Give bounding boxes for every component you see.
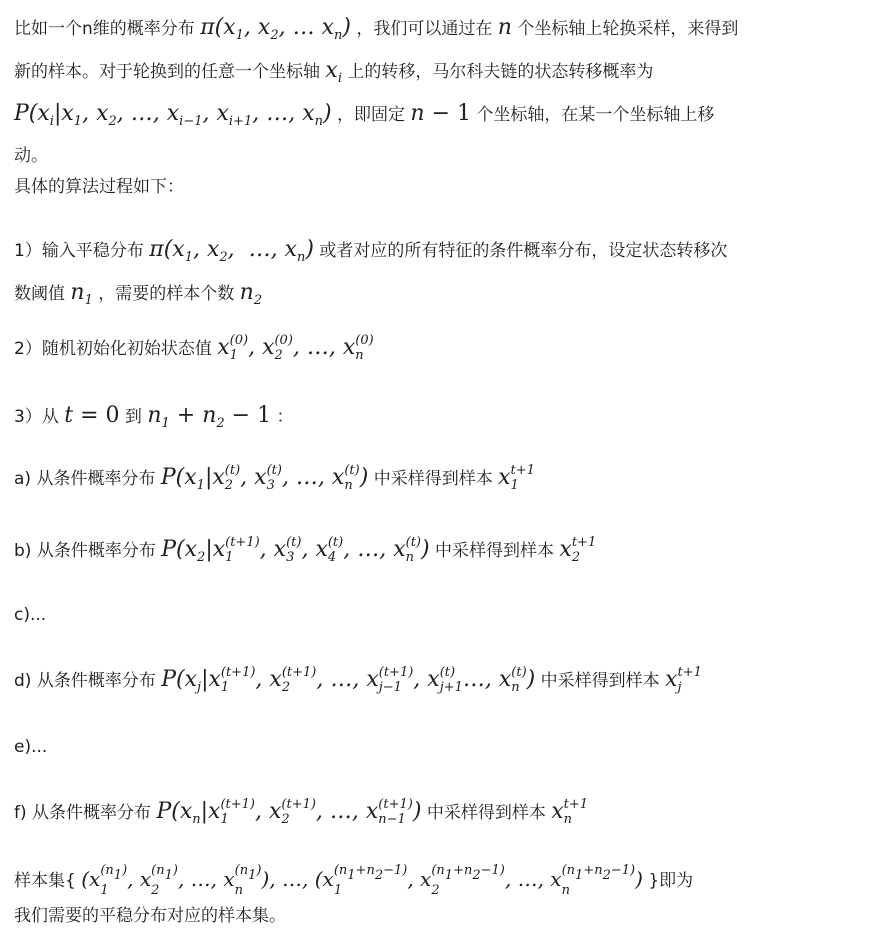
math-xi: $x_i$ <box>325 58 342 86</box>
math-sample-xn: x t+1 n <box>551 797 589 827</box>
step-d: d) 从条件概率分布 $P(x_j|x$ (t+1) 1 , x (t+1) 2 , …, x (t+1) j−1 , x (t) j+1 …, x (t) n ) 中采样得到样本 x t+1 j <box>14 665 702 695</box>
step-c: c)... <box>14 605 47 625</box>
step-3: 3）从 t = 0 到 $n_1 + n_2 - 1$ ： <box>14 403 294 431</box>
step-2: 2）随机初始化初始状态值 x (0) 1 , x (0) 2 , …, x (0) n <box>14 333 374 363</box>
math-sample-xj: x t+1 j <box>665 665 702 695</box>
sample-set-paragraph: 样本集{ (x $(n_1)$ 1 , x $(n_1)$ 2 , …, x $(n_1)$ n ), …, (x $(n_1+n_2-1)$ 1 , x $(n_1+n_2-1)$ 2 , …, x $(n_1+n_2-1)$ n ) }即为 我们需要的平稳分布对应的样本集。 <box>14 863 694 926</box>
math-pi-distribution: $\pi(x_1$, $x_2$, … $x_n$) <box>200 15 351 43</box>
math-sample-set: (x $(n_1)$ 1 , x $(n_1)$ 2 , …, x $(n_1)$ n ), …, (x $(n_1+n_2-1)$ 1 , x $(n_1+n_2-1)$ 2 , …, x $(n_1+n_2-1)$ n ) <box>81 863 643 898</box>
algorithm-heading: 具体的算法过程如下： <box>14 177 184 197</box>
math-n: n <box>497 15 512 40</box>
math-sample-x2: x t+1 2 <box>559 535 597 565</box>
math-sample-x1: x t+1 1 <box>498 463 535 493</box>
step-b: b) 从条件概率分布 $P(x_2|x$ (t+1) 1 , x (t) 3 , x (t) 4 , …, x (t) n ) 中采样得到样本 x t+1 2 <box>14 535 597 565</box>
math-p-xj: $P(x_j|x$ (t+1) 1 , x (t+1) 2 , …, x (t+1) j−1 , x (t) j+1 …, x (t) n ) <box>161 665 536 695</box>
step-f: f) 从条件概率分布 $P(x_n|x$ (t+1) 1 , x (t+1) 2 , …, x (t+1) n−1 ) 中采样得到样本 x t+1 n <box>14 797 589 827</box>
step-a: a) 从条件概率分布 $P(x_1|x$ (t) 2 , x (t) 3 , …, x (t) n ) 中采样得到样本 x t+1 1 <box>14 463 535 493</box>
math-n2: $n_2$ <box>239 280 263 308</box>
math-p-xn: $P(x_n|x$ (t+1) 1 , x (t+1) 2 , …, x (t+1) n−1 ) <box>156 797 422 827</box>
math-p-x1: $P(x_1|x$ (t) 2 , x (t) 3 , …, x (t) n ) <box>160 463 369 493</box>
intro-paragraph: 比如一个n维的概率分布 $\pi(x_1$, $x_2$, … $x_n$) ，我们可以通过在 n 个坐标轴上轮换采样，来得到 新的样本。对于轮换到的任意一个坐标轴 $x_i$ 上的转移，马尔科夫链的状态转移概率为 $P(x_i|x_1$, $x_2$, …, $x_{i-1}$, $x_{i+1}$, …, $x_n$) ，即固定 n − 1 个坐标轴，在某一个坐标轴上移 动。 <box>14 15 739 166</box>
step-e: e)... <box>14 737 48 757</box>
step-1: 1）输入平稳分布 $\pi(x_1$, $x_2$, …, $x_n$) 或者对应的所有特征的条件概率分布，设定状态转移次 数阈值 $n_1$ ，需要的样本个数 $n_2$ <box>14 237 728 308</box>
math-n1: $n_1$ <box>70 280 93 308</box>
math-pi-stationary: $\pi(x_1$, $x_2$, …, $x_n$) <box>149 237 314 265</box>
math-t-equals-0: t = 0 <box>64 403 120 428</box>
math-n1-plus-n2-minus-1: $n_1 + n_2 - 1$ <box>147 403 272 431</box>
math-p-x2: $P(x_2|x$ (t+1) 1 , x (t) 3 , x (t) 4 , …, x (t) n ) <box>161 535 430 565</box>
math-n-minus-1: n − 1 <box>410 101 471 126</box>
math-initial-state: x (0) 1 , x (0) 2 , …, x (0) n <box>217 333 374 363</box>
math-conditional-p: $P(x_i|x_1$, $x_2$, …, $x_{i-1}$, $x_{i+1}$, …, $x_n$) <box>14 101 332 129</box>
